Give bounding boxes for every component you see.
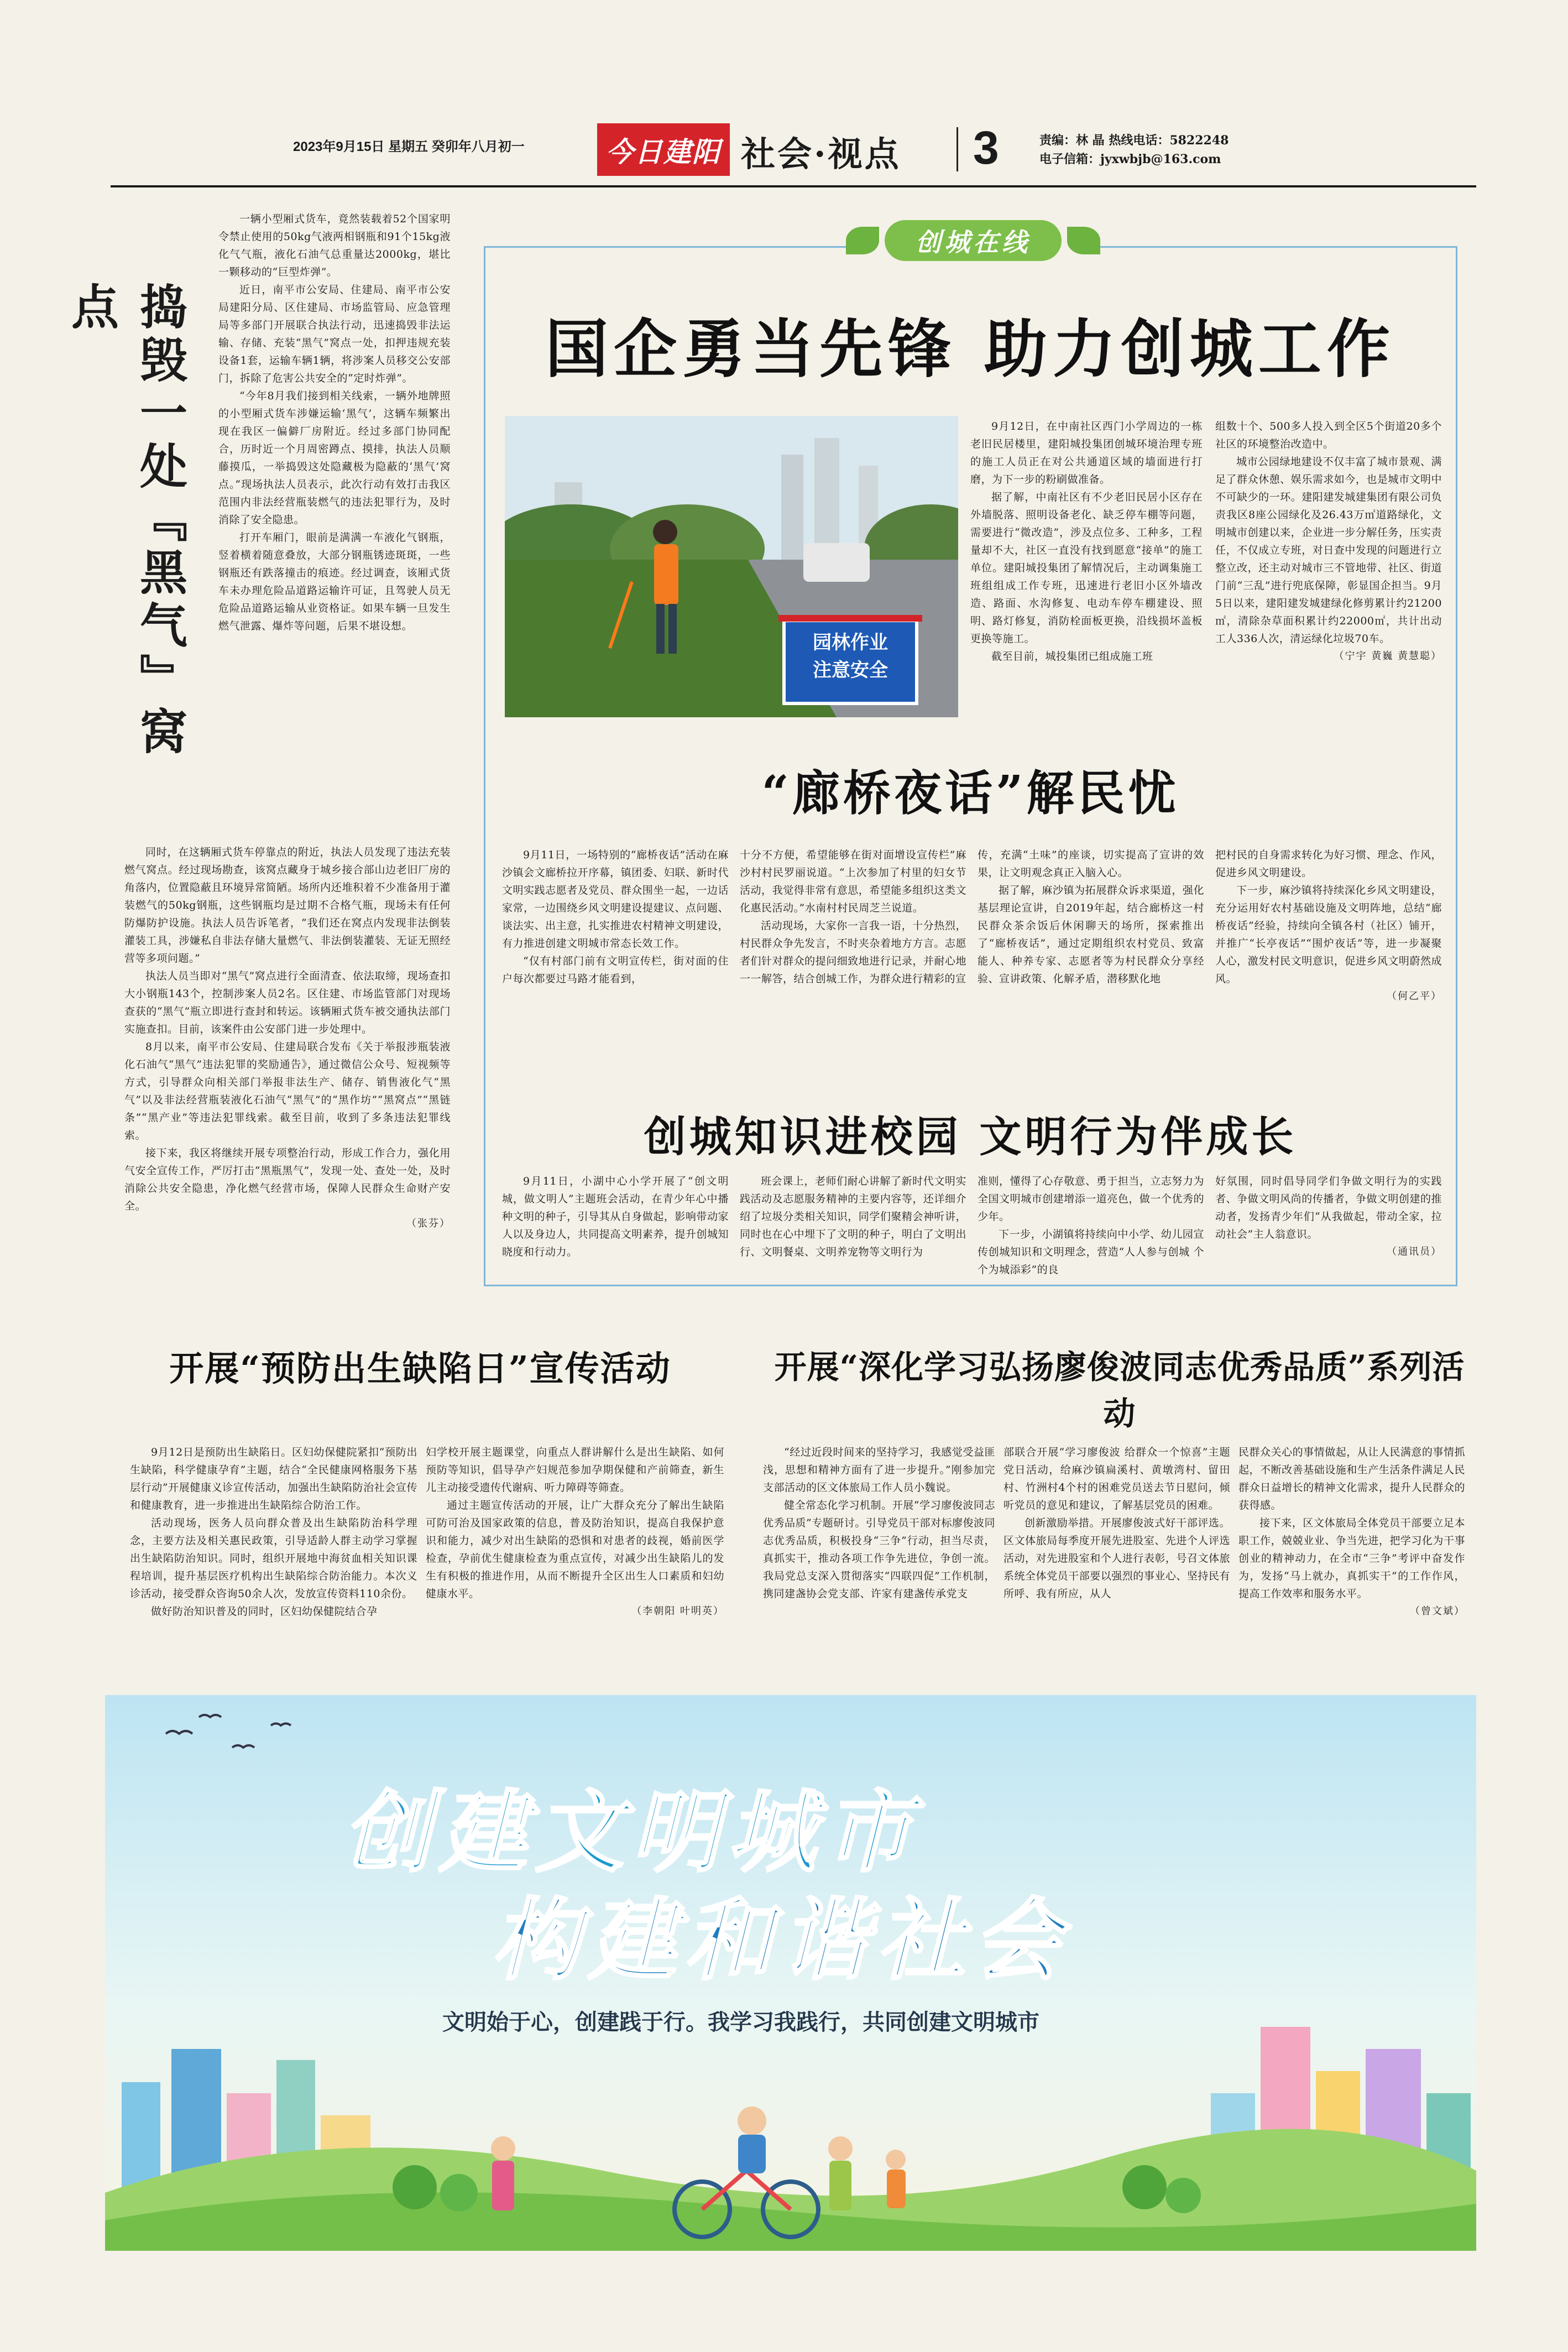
story3-para-5: 好氛围，同时倡导同学们争做文明行为的实践者、争做文明风尚的传播者，争做文明创建的推动者，发扬青少年们“从我做起，带动全家，拉动社会”主人翁意识。 — [1215, 1175, 1442, 1240]
story1-para-4: 组数十个、500多人投入到全区5个街道20多个社区的环境整治改造中。 — [1215, 420, 1442, 450]
story2-para-3: 十分不方便，希望能够在街对面增设宣传栏”麻沙村村民罗丽说道。“上次参加了村里的妇女节活动，我觉得非常有意思，希望能多组织这类文化惠民活动。”水南村村民周芝兰说道。 — [740, 849, 966, 914]
banner-pill — [885, 220, 1062, 261]
story5-col-3 — [1238, 1443, 1465, 1620]
header-divider — [957, 127, 958, 171]
story3-col-1 — [502, 1172, 729, 1261]
left-article-col-top — [218, 210, 451, 635]
story3-title: 创城知识进校园 文明行为伴成长 — [644, 1112, 1297, 1161]
story1-title: 国企勇当先锋 助力创城工作 — [545, 312, 1395, 386]
issue-date: 2023年9月15日 星期五 癸卯年八月初一 — [293, 139, 525, 154]
story4-para-5: 通过主题宣传活动的开展，让广大群众充分了解出生缺陷可防可治及国家政策的信息，普及防治知识，提高自我保护意识和能力，减少对出生缺陷的恐惧和对患者的歧视，婚前医学检查，孕前优生健康检查为重点宣传，对减少出生缺陷儿的发生有积极的推进作用，从而不断提升全区出生人口素质和妇幼健康水平。 — [426, 1499, 724, 1600]
story2-para-5: 传，充满“土味”的座谈，切实提高了宣讲的效果，让文明观念真正入脑入心。 — [978, 849, 1204, 879]
masthead-logo — [597, 123, 730, 176]
story1-para-1: 9月12日，在中南社区西门小学周边的一栋老旧民居楼里，建阳城投集团创城环境治理专班的施工人员正在对公共通道区域的墙面进行打磨，为下一步的粉刷做准备。 — [970, 420, 1203, 486]
banner-label: 创城在线 — [916, 227, 1031, 257]
left-byline: （张芬） — [406, 1218, 451, 1229]
story2-col-2 — [740, 846, 966, 988]
story2-col-4 — [1215, 846, 1442, 1005]
create-city-banner — [846, 216, 1100, 265]
sign-line-2: 注意安全 — [813, 659, 888, 681]
story4-col-1 — [130, 1443, 417, 1620]
left-para-4: 打开车厢门，眼前是满满一车液化气钢瓶，竖着横着随意叠放，大部分钢瓶锈迹斑斑，一些钢瓶还有跌落撞击的痕迹。经过调查，该厢式货车未办理危险品道路运输许可证，且驾驶人员无危险品道路运输从业资格证。如果车辆一旦发生燃气泄露、爆炸等问题，后果不堪设想。 — [218, 531, 451, 632]
left-para-5: 同时，在这辆厢式货车停靠点的附近，执法人员发现了违法充装燃气窝点。经过现场勘查，该窝点藏身于城乡接合部山边老旧厂房的角落内，位置隐蔽且环境异常简陋。场所内还堆积着不少准备用于灌装燃气的50kg钢瓶，这些钢瓶均是过期不合格气瓶，现场未有任何防爆防护设施。执法人员告诉笔者，“我们还在窝点内发现非法倒装灌装工具，涉嫌私自非法存储大量燃气、非法倒装灌装、无证无照经营等多项问题。” — [124, 846, 451, 964]
story3-para-3: 准则，懂得了心存敬意、勇于担当，立志努力为全国文明城市创建增添一道亮色，做一个优秀的少年。 — [978, 1175, 1204, 1223]
story5-byline: （曾文斌） — [1410, 1605, 1465, 1617]
story1-para-2: 据了解，中南社区有不少老旧民居小区存在外墙脱落、照明设备老化、缺乏停车棚等问题，需要进行“微改造”，涉及点位多、工种多，工程量却不大，社区一直没有找到愿意“接单”的施工单位。建阳城投集团了解情况后，主动调集施工班组组成工作专班，迅速进行老旧小区外墙改造、路面、水沟修复、电动车停车棚建设、照明、路灯修复，消防栓面板更换，沿线损坏盖板更换等施工。 — [970, 491, 1203, 645]
story3-para-4: 下一步，小湖镇将持续向中小学、幼儿园宣传创城知识和文明理念，营造“人人参与创城 个个为城添彩”的良 — [978, 1228, 1204, 1276]
poster-slogan: 文明始于心，创建践于行。我学习我践行，共同创建文明城市 — [442, 2010, 1039, 2035]
story2-para-1: 9月11日，一场特别的“廊桥夜话”活动在麻沙镇会文廊桥拉开序幕，镇团委、妇联、新时代文明实践志愿者及党员、群众围坐一起，一边话家常，一边围绕乡风文明建设提建议、点问题、谈法实、出主意，扎实推进农村精神文明建设，有力推进创建文明城市常态长效工作。 — [502, 849, 729, 950]
story1-col-1 — [970, 418, 1203, 665]
story3-para-1: 9月11日，小湖中心小学开展了“创文明城，做文明人”主题班会活动，在青少年心中播种文明的种子，引导其从自身做起，影响带动家人以及身边人，共同提高文明素养，提升创城知晓度和行动力。 — [502, 1175, 729, 1258]
story3-col-2 — [740, 1172, 966, 1261]
section-title: 社会·视点 — [741, 134, 901, 174]
page-number: 3 — [973, 122, 999, 174]
header-rule — [111, 185, 1476, 187]
story3-para-2: 班会课上，老师们耐心讲解了新时代文明实践活动及志愿服务精神的主要内容等，还详细介绍了垃圾分类相关知识，同学们聚精会神听讲，同时也在心中埋下了文明的种子，明白了文明出行、文明餐桌、文明养宠物等文明行为 — [740, 1175, 966, 1258]
story5-col-2 — [1003, 1443, 1230, 1603]
story4-title: 开展“预防出生缺陷日”宣传活动 — [169, 1348, 671, 1389]
story4-col-2 — [426, 1443, 724, 1620]
story4-para-2: 活动现场，医务人员向群众普及出生缺陷防治科学理念，主要方法及相关惠民政策，引导适龄人群主动学习掌握出生缺陷防治知识。同时，组织开展地中海贫血相关知识课程培训，提升基层医疗机构出生缺陷综合防治能力。本次义诊活动，接受群众咨询50余人次，发放宣传资料110余份。 — [130, 1517, 417, 1600]
story2-para-8: 下一步，麻沙镇将持续深化乡风文明建设，充分运用好农村基础设施及文明阵地，总结“廊桥夜话”经验，持续向全镇各村（社区）铺开，并推广“长亭夜话”“围炉夜话”等，进一步凝聚人心，激发村民文明意识，促进乡风文明蔚然成风。 — [1215, 884, 1442, 985]
email-info: 电子信箱：jyxwbjb@163.com — [1039, 152, 1221, 166]
story5-para-1: “经过近段时间来的坚持学习，我感觉受益匪浅，思想和精神方面有了进一步提升。”刚参加完支部活动的区文体旅局工作人员小魏说。 — [763, 1446, 995, 1494]
story4-byline: （李朝阳 叶明英） — [631, 1605, 724, 1617]
story4-para-4: 妇学校开展主题课堂，向重点人群讲解什么是出生缺陷、如何预防等知识，倡导孕产妇规范参加孕期保健和产前筛查，新生儿主动接受遗传代谢病、听力障碍等筛查。 — [426, 1446, 724, 1494]
left-para-1: 一辆小型厢式货车，竟然装载着52个国家明令禁止使用的50kg气液两相钢瓶和91个15kg液化气气瓶，液化石油气总重量达2000kg，堪比一颗移动的“巨型炸弹”。 — [218, 213, 451, 278]
civilization-poster — [105, 1695, 1476, 2251]
story5-para-2: 健全常态化学习机制。开展“学习廖俊波同志优秀品质”专题研讨。引导党员干部对标廖俊波同志优秀品质，积极投身“三争”行动，担当尽责，真抓实干，推动各项工作争先进位，争创一流。我局党总支深入贯彻落实“四联四促”工作机制，携同建盏协会党支部、许家有建盏传承党支 — [763, 1499, 995, 1600]
sign-line-1: 园林作业 — [813, 632, 888, 654]
editor-info: 责编：林 晶 热线电话：5822248 — [1039, 133, 1229, 148]
story1-col-2 — [1215, 418, 1442, 665]
story2-byline: （何乙平） — [1387, 990, 1442, 1002]
story1-photo — [505, 416, 958, 717]
story5-para-6: 接下来，区文体旅局全体党员干部要立足本职工作，兢兢业业、争当先进，把学习化为干事创业的精神动力，在全市“三争”考评中奋发作为，发扬“马上就办，真抓实干”的工作作风，提高工作效率和服务水平。 — [1238, 1517, 1465, 1600]
masthead — [111, 119, 1476, 185]
story2-col-1 — [502, 846, 729, 988]
story1-para-3: 截至目前，城投集团已组成施工班 — [991, 650, 1153, 663]
story3-col-3 — [978, 1172, 1204, 1279]
left-article-col-bottom — [124, 843, 451, 1233]
story5-para-3: 部联合开展“学习廖俊波 给群众一个惊喜”主题党日活动，给麻沙镇扁溪村、黄墩湾村、留田村、竹洲村4个村的困难党员送去节日慰问，倾听党员的意见和建议，了解基层党员的困难。 — [1003, 1446, 1230, 1511]
story2-para-4: 活动现场，大家你一言我一语，十分热烈，村民群众争先发言，不时夹杂着地方方言。志愿者们针对群众的提问细致地进行记录，并耐心地一一解答，结合创城工作，为群众进行精彩的宣 — [740, 920, 966, 985]
logo-text: 今日建阳 — [606, 135, 721, 168]
story5-title: 开展“深化学习弘扬廖俊波同志优秀品质”系列活动 — [774, 1348, 1465, 1432]
work-sign — [792, 629, 908, 684]
banner-leaf-left — [846, 227, 879, 254]
left-para-7: 8月以来，南平市公安局、住建局联合发布《关于举报涉瓶装液化石油气“黑气”违法犯罪的奖励通告》，通过微信公众号、短视频等方式，引导群众向相关部门举报非法生产、储存、销售液化气“黑气”以及非法经营瓶装液化石油气“黑气”的“黑作坊”“黑窝点”“黑链条”“黑产业”等违法犯罪线索。截至目前，收到了多条违法犯罪线索。 — [124, 1041, 451, 1141]
story4-para-3: 做好防治知识普及的同时，区妇幼保健院结合孕 — [151, 1605, 378, 1618]
story1-byline: （宁宇 黄巍 黄慧聪） — [1334, 650, 1442, 662]
left-para-2: 近日，南平市公安局、住建局、南平市公安局建阳分局、区住建局、市场监管局、应急管理局等多部门开展联合执法行动，迅速捣毁非法运输、存储、充装“黑气”窝点一处，扣押违规充装设备1套，运输车辆1辆，将涉案人员移交公安部门，拆除了危害公共安全的“定时炸弹”。 — [218, 284, 451, 384]
banner-leaf-right — [1067, 227, 1100, 254]
story3-byline: （通讯员） — [1387, 1246, 1442, 1258]
story2-col-3 — [978, 846, 1204, 988]
left-para-8: 接下来，我区将继续开展专项整治行动，形成工作合力，强化用气安全宣传工作，严厉打击“黑瓶黑气”，发现一处、查处一处，及时消除公共安全隐患，净化燃气经营市场，保障人民群众生命财产安全。 — [124, 1147, 451, 1212]
story2-title: “廊桥夜话”解民忧 — [761, 765, 1179, 821]
story5-para-5: 民群众关心的事情做起，从让人民满意的事情抓起，不断改善基础设施和生产生活条件满足人民群众日益增长的精神文化需求，提升人民群众的获得感。 — [1238, 1446, 1465, 1511]
left-para-6: 执法人员当即对“黑气”窝点进行全面清查、依法取缔，现场查扣大小钢瓶143个，控制涉案人员2名。区住建、市场监管部门对现场查获的“黑气”瓶立即进行查封和转运。该辆厢式货车被交通执法部门实施查扣。目前，该案件由公安部门进一步处理中。 — [124, 970, 451, 1035]
story3-col-4 — [1215, 1172, 1442, 1261]
story4-para-1: 9月12日是预防出生缺陷日。区妇幼保健院紧扣“预防出生缺陷，科学健康孕育”主题，结合“全民健康网格服务下基层行动”开展健康义诊宣传活动，加强出生缺陷防治社会宣传和健康教育，进一步推进出生缺陷综合防治工作。 — [130, 1446, 417, 1511]
story2-para-6: 据了解，麻沙镇为拓展群众诉求渠道，强化基层理论宣讲，自2019年起，结合廊桥这一村民群众茶余饭后休闲聊天的场所，探索推出了“廊桥夜话”，通过定期组织农村党员、致富能人、种养专家、志愿者等为村民群众分享经验、宣讲政策、化解矛盾，潜移默化地 — [978, 884, 1204, 985]
poster-headline-1: 创建文明城市 — [343, 1780, 921, 1884]
left-article-title: 捣毁一处『黑气』窝点 — [63, 282, 187, 760]
story5-para-4: 创新激励举措。开展廖俊波式好干部评选。区文体旅局每季度开展先进股室、先进个人评选活动，对先进股室和个人进行表彰，号召文体旅系统全体党员干部要以强烈的事业心、坚持民有所呼、我有所应，从人 — [1003, 1517, 1230, 1600]
poster-headline-2: 构建和谐社会 — [492, 1888, 1070, 1992]
story5-col-1 — [763, 1443, 995, 1603]
story2-para-2: “仅有村部门前有文明宣传栏，街对面的住户每次都要过马路才能看到， — [502, 955, 729, 985]
story1-para-5: 城市公园绿地建设不仅丰富了城市景观、满足了群众休憩、娱乐需求如今，也是城市文明中不可缺少的一环。建阳建发城建集团有限公司负责我区8座公园绿化及26.43万㎡道路绿化，文明城市创建以来，企业进一步分解任务，压实责任，不仅成立专班，对日查中发现的问题进行立整立改，还主动对城市三不管地带、社区、街道门前“三乱”进行兜底保障，彰显国企担当。9月5日以来，建阳建发城建绿化修剪累计约21200㎡，清除杂草面积累计约22000㎡，共计出动工人336人次，清运绿化垃圾70车。 — [1215, 456, 1442, 645]
left-para-3: “今年8月我们接到相关线索，一辆外地牌照的小型厢式货车涉嫌运输‘黑气’，这辆车频繁出现在我区一偏僻厂房附近。经过多部门协同配合，历时近一个月周密蹲点、摸排，执法人员顺藤摸瓜，一举捣毁这处隐藏极为隐蔽的‘黑气’窝点。”现场执法人员表示，此次行动有效打击我区范围内非法经营瓶装燃气的违法犯罪行为，及时消除了安全隐患。 — [218, 390, 451, 526]
story2-para-7: 把村民的自身需求转化为好习惯、理念、作风，促进乡风文明建设。 — [1215, 849, 1442, 879]
